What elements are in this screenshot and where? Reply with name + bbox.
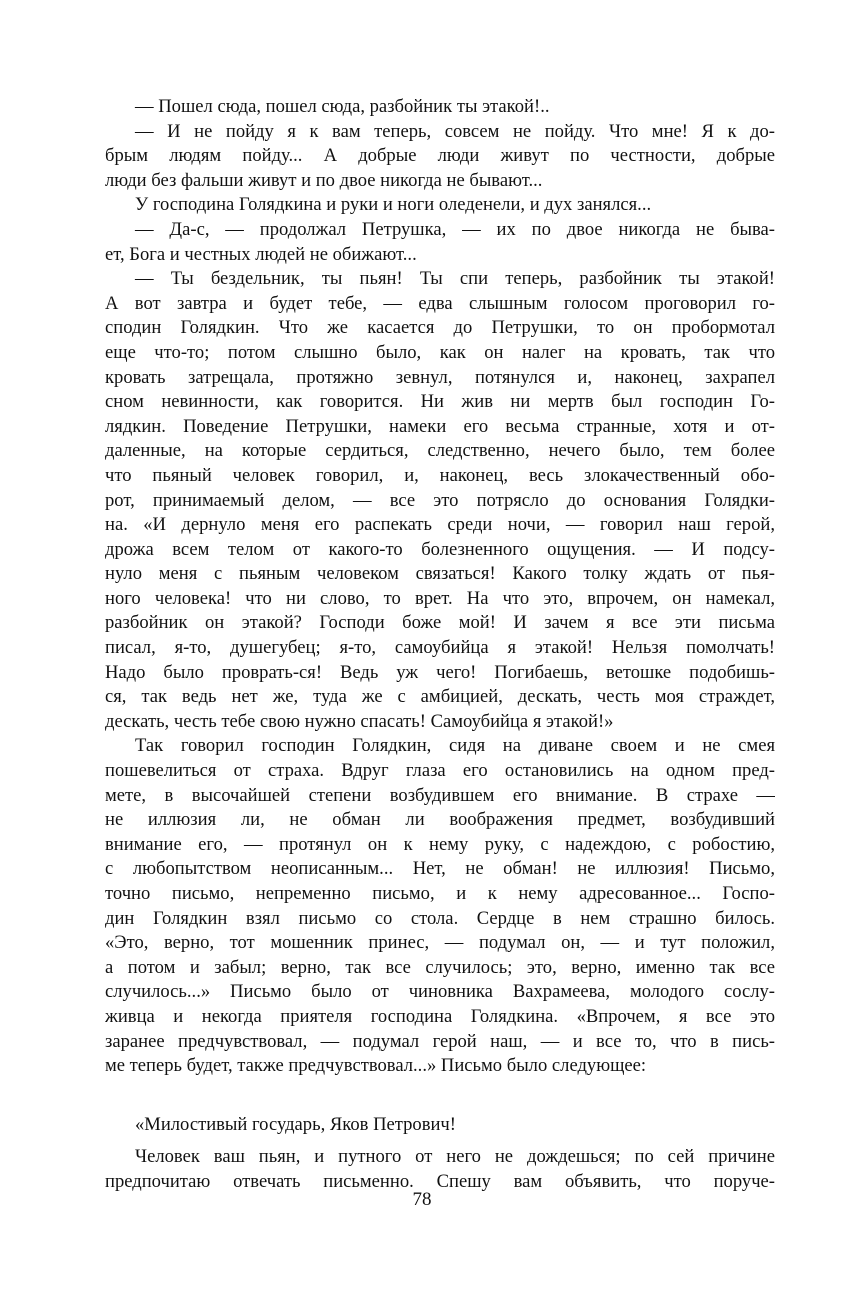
text-line: сном невинности, как говорится. Ни жив ни мертв был господин Го- <box>105 391 775 413</box>
text-line: дин Голядкин взял письмо со стола. Сердце в нем страшно билось. <box>105 907 775 929</box>
text-line: брым людям пойду... А добрые люди живут по честности, добрые <box>105 145 775 167</box>
text-line: — Пошел сюда, пошел сюда, разбойник ты этакой!.. <box>135 96 550 117</box>
text-line: заранее предчувствовал, — подумал герой наш, — и все то, что в пись- <box>105 1030 775 1052</box>
text-line: точно письмо, непременно письмо, и к нему адресованное... Госпо- <box>105 883 775 904</box>
text-line: У господина Голядкина и руки и ноги оледенели, и дух занялся... <box>135 194 652 216</box>
text-line: кровать затрещала, протяжно зевнул, потянулся и, наконец, захрапел <box>105 366 775 388</box>
text-line: Человек ваш пьян, и путного от него не дождешься; по сей причине <box>135 1146 775 1168</box>
text-line: А вот завтра и будет тебе, — едва слышным голосом проговорил го- <box>105 292 775 314</box>
text-line: еще что-то; потом слышно было, как он налег на кровать, так что <box>105 341 775 363</box>
letter-salutation: «Милостивый государь, Яков Петрович! <box>135 1113 456 1135</box>
text-line: пошевелиться от страха. Вдруг глаза его остановились на одном пред- <box>105 760 775 782</box>
text-line: предпочитаю отвечать письменно. Спешу вам объявить, что поруче- <box>105 1170 775 1192</box>
text-line: случилось...» Письмо было от чиновника Вахрамеева, молодого сослу- <box>105 981 775 1003</box>
text-line: люди без фальши живут и по двое никогда не бывают... <box>105 169 543 191</box>
text-line: с любопытством неописанным... Нет, не обман! не иллюзия! Письмо, <box>105 858 775 880</box>
page-number: 78 <box>412 1189 432 1210</box>
text-line: сподин Голядкин. Что же касается до Петрушки, то он пробормотал <box>105 317 775 339</box>
text-line: нуло меня с пьяным человеком связаться! Какого толку ждать от пья- <box>105 563 775 585</box>
text-line: а потом и забыл; верно, так все случилось; это, верно, именно так все <box>105 956 775 978</box>
text-line: на. «И дернуло меня его распекать среди ночи, — говорил наш герой, <box>105 514 775 536</box>
text-line: — И не пойду я к вам теперь, совсем не пойду. Что мне! Я к до- <box>135 120 775 142</box>
text-line: не иллюзия ли, не обман ли воображения предмет, возбудивший <box>105 809 775 831</box>
text-line: Надо было проврать-ся! Ведь уж чего! Погибаешь, ветошке подобишь- <box>105 661 775 683</box>
text-line: «Это, верно, тот мошенник принес, — подумал он, — и тут положил, <box>105 932 775 954</box>
text-line: дескать, честь тебе свою нужно спасать! Самоубийца я этакой!» <box>105 710 614 732</box>
page-text <box>105 95 775 1195</box>
text-line: — Да-с, — продолжал Петрушка, — их по двое никогда не быва- <box>135 218 775 240</box>
text-line: внимание его, — протянул он к нему руку, с надеждою, с робостию, <box>105 833 775 855</box>
main-text <box>105 95 775 1079</box>
text-line: живца и некогда приятеля господина Голядкина. «Впрочем, я все это <box>105 1005 775 1027</box>
text-line: даленные, на которые сердиться, следственно, нечего было, тем более <box>105 440 775 462</box>
text-line: лядкин. Поведение Петрушки, намеки его весьма странные, хотя и от- <box>105 415 775 437</box>
text-line: разбойник он этакой? Господи боже мой! И зачем я все эти письма <box>105 612 775 634</box>
text-line: дрожа всем телом от какого-то болезненного ощущения. — И подсу- <box>105 538 775 560</box>
text-line: писал, я-то, душегубец; я-то, самоубийца я этакой! Нельзя помолчать! <box>105 637 775 659</box>
text-line: рот, принимаемый делом, — все это потрясло до основания Голядки- <box>105 489 775 511</box>
text-line: ме теперь будет, также предчувствовал...» Письмо было следующее: <box>105 1055 647 1077</box>
text-line: ся, так ведь нет же, туда же с амбицией, дескать, честь моя страждет, <box>105 686 775 708</box>
text-line: ет, Бога и честных людей не обижают... <box>105 243 417 265</box>
text-line: мете, в высочайшей степени возбудившем его внимание. В страхе — <box>105 784 775 806</box>
text-line: — Ты бездельник, ты пьян! Ты спи теперь, разбойник ты этакой! <box>135 268 775 290</box>
text-line: Так говорил господин Голядкин, сидя на диване своем и не смея <box>135 735 775 757</box>
text-line: что пьяный человек говорил, и, наконец, весь злокачественный обо- <box>105 464 775 486</box>
text-line: ного человека! что ни слово, то врет. На что это, впрочем, он намекал, <box>105 587 775 609</box>
